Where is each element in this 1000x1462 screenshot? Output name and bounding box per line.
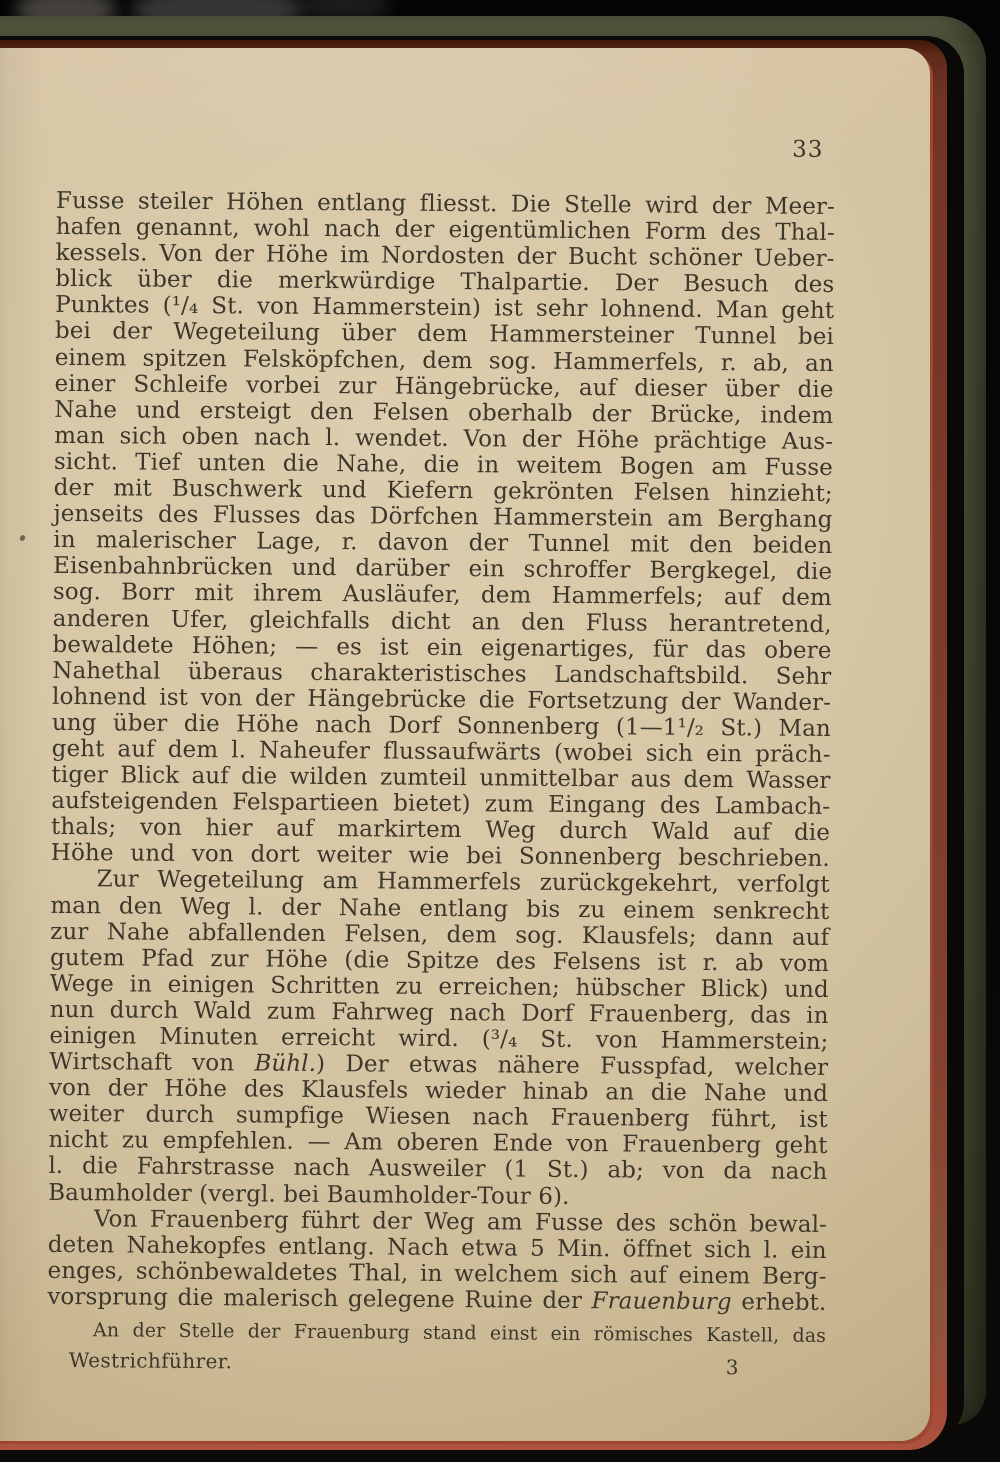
- text-line: nicht zu empfehlen. — Am oberen Ende von Frauenberg geht: [48, 1127, 828, 1160]
- text-line: einer Schleife vorbei zur Hängebrücke, auf dieser über die: [54, 370, 834, 403]
- text-line: An der Stelle der Frauenburg stand einst ein römisches Kastell, das: [93, 1319, 827, 1348]
- text-line: Höhe und von dort weiter wie bei Sonnenberg beschrieben.: [50, 840, 830, 873]
- text-line: anderen Ufer, gleichfalls dicht an den Fluss herantretend,: [52, 605, 832, 638]
- text-line: sicht. Tief unten die Nahe, die in weitem Bogen am Fusse: [53, 448, 834, 481]
- footer-title: Westrichführer.: [68, 1348, 233, 1374]
- text-line: der mit Buschwerk und Kiefern gekrönten Felsen hinzieht;: [53, 474, 833, 508]
- page-footer: [47, 1348, 826, 1382]
- text-line: ung über die Höhe nach Dorf Sonnenberg (1—1¹/₂ St.) Man: [51, 709, 831, 742]
- text-line: vorsprung die malerisch gelegene Ruine der Frauenburg erhebt.: [47, 1283, 827, 1316]
- page-content: [0, 47, 931, 1447]
- text-line: l. die Fahrstrasse nach Ausweiler (1 St.) ab; von da nach: [48, 1153, 828, 1186]
- text-line: nun durch Wald zum Fahrweg nach Dorf Frauenberg, das in: [49, 996, 829, 1029]
- text-line: jenseits des Flusses das Dörfchen Hammerstein am Berghang: [53, 501, 833, 534]
- text-line: Baumholder (vergl. bei Baumholder-Tour 6).: [48, 1179, 570, 1210]
- text-line: Wirtschaft von Bühl.) Der etwas nähere Fusspfad, welcher: [49, 1048, 829, 1082]
- text-line: thals; von hier auf markirtem Weg durch Wald auf die: [50, 814, 831, 847]
- text-line: Eisenbahnbrücken und darüber ein schroffer Bergkegel, die: [53, 553, 833, 586]
- text-line: deten Nahekopfes entlang. Nach etwa 5 Min. öffnet sich l. ein: [47, 1231, 827, 1264]
- paragraph: [51, 188, 835, 873]
- text-line: kessels. Von der Höhe im Nordosten der Bucht schöner Ueber-: [55, 240, 835, 273]
- text-line: man den Weg l. der Nahe entlang bis zu einem senkrecht: [50, 892, 830, 925]
- text-line: Fusse steiler Höhen entlang fliesst. Die Stelle wird der Meer-: [55, 187, 836, 221]
- text-line: Wege in einigen Schritten zu erreichen; hübscher Blick) und: [49, 970, 829, 1003]
- text-line: weiter durch sumpfige Wiesen nach Frauenberg führt, ist: [48, 1101, 828, 1134]
- text-line: sog. Borr mit ihrem Ausläufer, dem Hammerfels; auf dem: [52, 579, 832, 612]
- text-line: enges, schönbewaldetes Thal, in welchem sich auf einem Berg-: [47, 1257, 827, 1290]
- text-line: einigen Minuten erreicht wird. (³/₄ St. von Hammerstein;: [49, 1022, 829, 1055]
- text-line: bewaldete Höhen; — es ist ein eigenartiges, für das obere: [52, 631, 832, 664]
- text-line: von der Höhe des Klausfels wieder hinab an die Nahe und: [48, 1075, 829, 1108]
- text-line: blick über die merkwürdige Thalpartie. Der Besuch des: [55, 266, 835, 299]
- paragraph: [47, 1206, 827, 1316]
- text-line: einem spitzen Felsköpfchen, dem sog. Hammerfels, r. ab, an: [54, 344, 834, 377]
- signature-mark: 3: [725, 1355, 739, 1380]
- text-line: Punktes (¹/₄ St. von Hammerstein) ist sehr lohnend. Man geht: [55, 292, 835, 325]
- footnote-paragraph: [47, 1318, 826, 1349]
- text-line: Von Frauenberg führt der Weg am Fusse des schön bewal-: [93, 1205, 828, 1238]
- book-page: [0, 48, 930, 1441]
- text-line: in malerischer Lage, r. davon der Tunnel mit den beiden: [53, 527, 833, 560]
- text-line: tiger Blick auf die wilden zumteil unmittelbar aus dem Wasser: [51, 761, 831, 795]
- text-line: geht auf dem l. Naheufer flussaufwärts (wobei sich ein präch-: [51, 735, 831, 768]
- text-line: Zur Wegeteilung am Hammerfels zurückgekehrt, verfolgt: [96, 866, 830, 899]
- text-line: aufsteigenden Felspartieen bietet) zum Eingang des Lambach-: [51, 788, 831, 821]
- text-line: lohnend ist von der Hängebrücke die Fortsetzung der Wander-: [51, 683, 832, 716]
- text-line: bei der Wegeteilung über dem Hammersteiner Tunnel bei: [54, 318, 835, 351]
- text-line: hafen genannt, wohl nach der eigentümlichen Form des Thal-: [55, 213, 835, 247]
- text-line: Nahe und ersteigt den Felsen oberhalb der Brücke, indem: [54, 396, 834, 429]
- text-block: [47, 188, 835, 1349]
- paragraph: [48, 866, 830, 1211]
- text-line: Nahethal überaus charakteristisches Landschaftsbild. Sehr: [52, 657, 832, 690]
- text-line: gutem Pfad zur Höhe (die Spitze des Felsens ist r. ab vom: [49, 944, 830, 977]
- text-line: man sich oben nach l. wendet. Von der Höhe prächtige Aus-: [54, 422, 834, 455]
- text-line: zur Nahe abfallenden Felsen, dem sog. Klausfels; dann auf: [50, 918, 830, 951]
- page-number: 33: [792, 136, 824, 163]
